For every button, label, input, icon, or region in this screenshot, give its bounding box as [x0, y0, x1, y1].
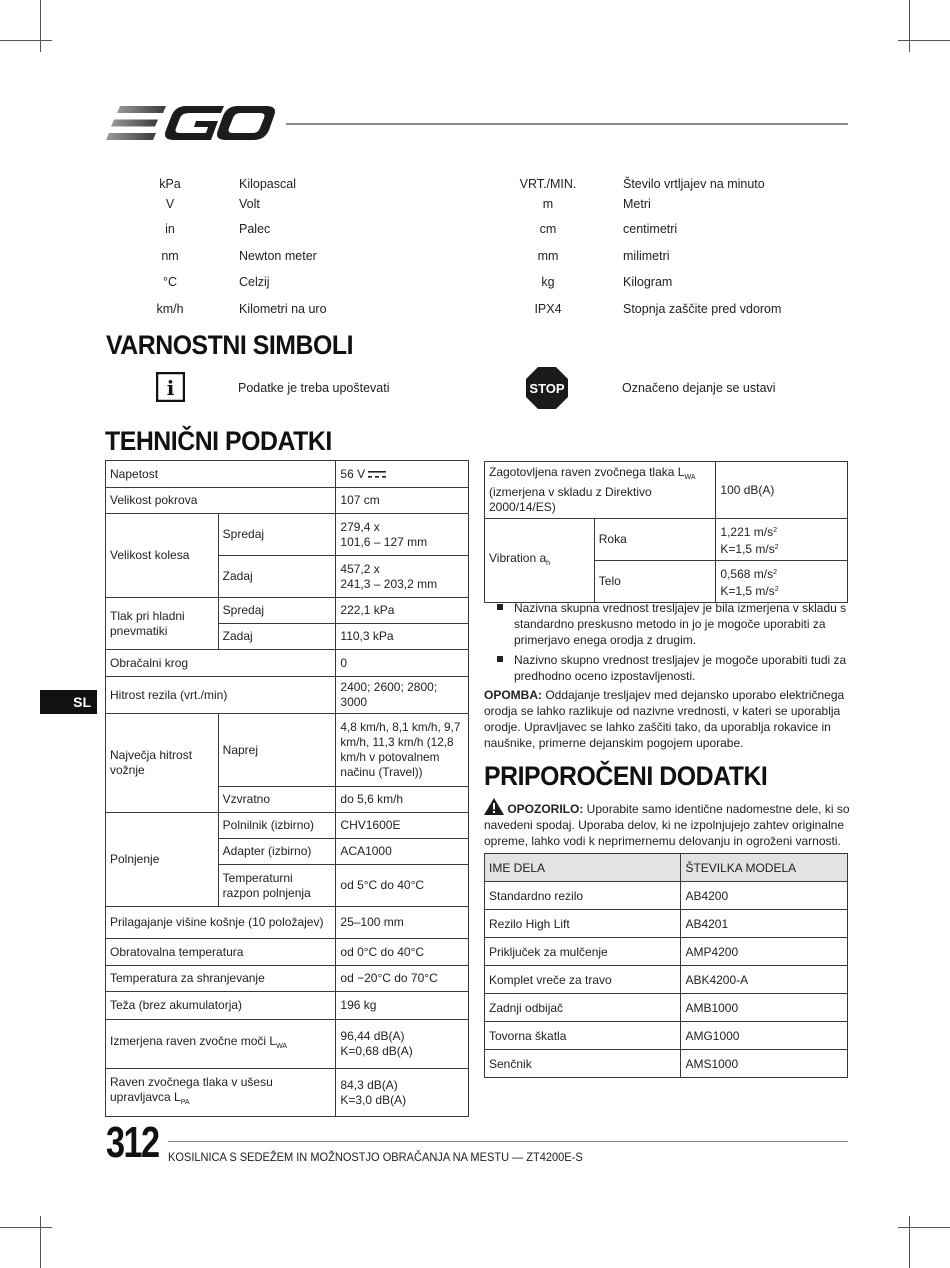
spec-label: Polnjenje	[106, 813, 219, 907]
warning-paragraph	[484, 798, 850, 849]
spec-value: do 5,6 km/h	[336, 787, 469, 813]
page-number: 312	[106, 1118, 159, 1167]
part-name: Priključek za mulčenje	[485, 938, 681, 966]
warning-text: Uporabite samo identične nadomestne dele, ki so navedeni spodaj. Uporaba delov, ki ne izpolnjujejo zahtev originalne opreme, lahko vodi k neprimernemu delovanju in ogroženi varnosti.	[484, 802, 850, 848]
header-rule	[286, 123, 848, 125]
subscript: h	[546, 559, 551, 567]
spec-value: od −20°C do 70°C	[336, 966, 469, 992]
table-row	[485, 966, 848, 994]
note-paragraph	[484, 687, 850, 751]
part-name: Tovorna škatla	[485, 1022, 681, 1050]
sound-pressure-k: K=3,0 dB(A)	[340, 1092, 407, 1107]
crop-mark	[898, 1227, 950, 1228]
spec-label: Temperatura za shranjevanje	[106, 966, 336, 992]
table-row	[106, 966, 469, 992]
spec-value	[716, 561, 848, 603]
spec-label: Obračalni krog	[106, 650, 336, 677]
abbr-code: in	[165, 222, 175, 236]
wheel-front-line2: 101,6 – 127 mm	[340, 534, 428, 549]
list-item: Nazivna skupna vrednost tresljajev je bila izmerjena v skladu s standardno preskusno metodo in jo je mogoče uporabiti za primerjavo enega orodja z drugim.	[497, 600, 852, 648]
spec-value: 4,8 km/h, 8,1 km/h, 9,7 km/h, 11,3 km/h (12,8 km/h v potovalnem načinu (Travel))	[336, 714, 469, 787]
abbr-meaning: Stopnja zaščite pred vdorom	[623, 302, 782, 316]
subscript: WA	[276, 1043, 288, 1050]
table-row	[106, 650, 469, 677]
abbr-meaning: Število vrtljajev na minuto	[623, 177, 765, 191]
part-model: AB4200	[681, 882, 848, 910]
table-row	[485, 910, 848, 938]
spec-sublabel: Temperaturni razpon polnjenja	[218, 865, 336, 907]
spec-sublabel: Spredaj	[218, 598, 336, 624]
abbr-meaning: Volt	[239, 197, 260, 211]
language-tab: SL	[40, 690, 97, 714]
footer-rule	[168, 1141, 848, 1142]
crop-mark	[898, 40, 950, 41]
wheel-rear-line2: 241,3 – 203,2 mm	[340, 576, 438, 591]
spec-value	[336, 514, 469, 556]
voltage-value: 56 V	[340, 466, 366, 481]
spec-value: 107 cm	[336, 488, 469, 514]
spec-value: od 0°C do 40°C	[336, 939, 469, 966]
crop-mark	[909, 0, 910, 52]
part-model: AMB1000	[681, 994, 848, 1022]
table-row	[106, 813, 469, 839]
spec-value	[336, 461, 469, 488]
speed-label-line2: vožnje	[110, 763, 145, 777]
wheel-rear-line1: 457,2 x	[340, 561, 380, 576]
body-vibration-k: K=1,5 m/s	[720, 583, 775, 598]
part-model: AB4201	[681, 910, 848, 938]
table-row	[106, 907, 469, 939]
part-name: Rezilo High Lift	[485, 910, 681, 938]
spec-value: 2400; 2600; 2800; 3000	[336, 677, 469, 714]
spec-label	[106, 598, 219, 650]
table-row	[106, 461, 469, 488]
vibration-label: Vibration a	[489, 550, 547, 565]
dc-current-icon	[368, 470, 386, 479]
spec-label: Teža (brez akumulatorja)	[106, 992, 336, 1020]
spec-value	[716, 519, 848, 561]
abbr-meaning: Kilogram	[623, 275, 673, 289]
spec-value: od 5°C do 40°C	[336, 865, 469, 907]
table-row	[106, 939, 469, 966]
column-header: IME DELA	[485, 854, 681, 882]
table-row	[485, 1022, 848, 1050]
subscript: WA	[684, 474, 696, 481]
abbr-code: nm	[161, 249, 179, 263]
sound-power-label: Izmerjena raven zvočne moči L	[110, 1034, 277, 1048]
spec-sublabel: Roka	[594, 519, 716, 561]
sound-vibration-table	[484, 461, 848, 603]
spec-value: 100 dB(A)	[716, 462, 848, 519]
list-item: Nazivno skupno vrednost tresljajev je mogoče uporabiti tudi za predhodno oceno izpostavljenosti.	[497, 652, 852, 684]
hand-vibration-value: 1,221 m/s	[720, 524, 774, 539]
sound-pressure-label: Raven zvočnega tlaka v ušesu upravljavca L	[110, 1075, 273, 1104]
table-row	[106, 598, 469, 624]
abbr-meaning: Kilometri na uro	[239, 302, 327, 316]
spec-label: Velikost pokrova	[106, 488, 336, 514]
crop-mark	[0, 40, 52, 41]
spec-label: Obratovalna temperatura	[106, 939, 336, 966]
spec-value: ACA1000	[336, 839, 469, 865]
technical-data-table	[105, 460, 469, 1117]
spec-value: 0	[336, 650, 469, 677]
stop-icon	[525, 366, 569, 410]
table-header-row	[485, 854, 848, 882]
abbr-meaning: Metri	[623, 197, 651, 211]
spec-label	[106, 1069, 336, 1117]
table-row	[485, 938, 848, 966]
abbr-meaning: centimetri	[623, 222, 678, 236]
spec-label: Hitrost rezila (vrt./min)	[106, 677, 336, 714]
info-icon-letter: i	[166, 376, 175, 400]
spec-label: Prilagajanje višine košnje (10 položajev)	[106, 907, 336, 939]
spec-value	[336, 556, 469, 598]
info-icon	[156, 372, 185, 402]
spec-label: Napetost	[106, 461, 336, 488]
abbr-code: kg	[541, 275, 555, 289]
spec-label	[106, 714, 219, 813]
spec-sublabel: Vzvratno	[218, 787, 336, 813]
spec-value	[336, 1069, 469, 1117]
superscript: 2	[773, 526, 777, 534]
table-row	[485, 882, 848, 910]
crop-mark	[40, 1216, 41, 1268]
abbr-code: km/h	[156, 302, 184, 316]
table-row	[485, 1050, 848, 1078]
spec-sublabel: Naprej	[218, 714, 336, 787]
spec-label	[485, 519, 595, 603]
part-name: Zadnji odbijač	[485, 994, 681, 1022]
guaranteed-label-line2: (izmerjena v skladu z Direktivo 2000/14/ES)	[489, 485, 652, 514]
spec-sublabel: Spredaj	[218, 514, 336, 556]
sound-power-value: 96,44 dB(A)	[340, 1029, 405, 1043]
tire-label-line2: pnevmatiki	[110, 623, 168, 638]
crop-mark	[40, 0, 41, 52]
abbr-code: m	[542, 197, 554, 211]
superscript: 2	[774, 585, 779, 593]
stop-icon-text: STOP	[529, 381, 565, 396]
spec-sublabel: Zadaj	[218, 556, 336, 598]
superscript: 2	[773, 568, 777, 576]
footer-title: KOSILNICA S SEDEŽEM IN MOŽNOSTJO OBRAČANJA NA MESTU — ZT4200E-S	[168, 1150, 583, 1164]
guaranteed-label-line1: Zagotovljena raven zvočnega tlaka L	[489, 465, 685, 479]
sound-power-k: K=0,68 dB(A)	[340, 1044, 413, 1058]
spec-value: 196 kg	[336, 992, 469, 1020]
stop-symbol-text: Označeno dejanje se ustavi	[622, 381, 776, 395]
part-model: AMS1000	[681, 1050, 848, 1078]
spec-value: 25–100 mm	[336, 907, 469, 939]
abbr-code: mm	[537, 249, 559, 263]
abbr-meaning: Celzij	[239, 275, 270, 289]
spec-value: 222,1 kPa	[336, 598, 469, 624]
note-text: Oddajanje tresljajev med dejansko uporabo električnega orodja se lahko razlikuje od nazivne vrednosti, v kateri se uporablja orodje. Upravljavec se lahko zaščiti tako, da uporablja rokavice in naušnike, primerne dejanskim pogojem uporabe.	[484, 688, 845, 750]
body-vibration-value: 0,568 m/s	[720, 566, 774, 581]
crop-mark	[909, 1216, 910, 1268]
abbr-code: VRT./MIN.	[519, 177, 577, 191]
table-row	[106, 1069, 469, 1117]
tire-label-line1: Tlak pri hladni	[110, 608, 185, 623]
technical-data-heading: TEHNIČNI PODATKI	[105, 426, 332, 456]
spec-sublabel: Polnilnik (izbirno)	[218, 813, 336, 839]
spec-sublabel: Adapter (izbirno)	[218, 839, 336, 865]
spec-label: Velikost kolesa	[106, 514, 219, 598]
part-model: ABK4200-A	[681, 966, 848, 994]
abbr-meaning: Kilopascal	[239, 177, 296, 191]
part-name: Komplet vreče za travo	[485, 966, 681, 994]
abbr-meaning: milimetri	[623, 249, 670, 263]
abbr-code: IPX4	[534, 302, 562, 316]
abbr-code: cm	[539, 222, 557, 236]
warning-icon	[484, 798, 504, 815]
table-row	[106, 1020, 469, 1069]
abbr-meaning: Palec	[239, 222, 271, 236]
hand-vibration-k: K=1,5 m/s	[720, 541, 775, 556]
part-model: AMG1000	[681, 1022, 848, 1050]
column-header: ŠTEVILKA MODELA	[681, 854, 848, 882]
table-row	[106, 677, 469, 714]
crop-mark	[0, 1227, 52, 1228]
safety-symbols-heading: VARNOSTNI SIMBOLI	[106, 330, 354, 360]
part-model: AMP4200	[681, 938, 848, 966]
subscript: PA	[180, 1099, 190, 1106]
info-symbol-text: Podatke je treba upoštevati	[238, 381, 390, 395]
abbr-meaning: Newton meter	[239, 249, 317, 263]
table-row	[106, 992, 469, 1020]
table-row	[485, 519, 848, 561]
abbr-code: kPa	[159, 177, 181, 191]
abbr-code: V	[165, 197, 175, 211]
ego-logo	[106, 104, 276, 142]
spec-label	[485, 462, 716, 519]
accessories-table	[484, 853, 848, 1078]
table-row	[106, 488, 469, 514]
table-row	[485, 994, 848, 1022]
vibration-notes-list	[497, 600, 852, 688]
part-name: Senčnik	[485, 1050, 681, 1078]
spec-value: CHV1600E	[336, 813, 469, 839]
table-row	[485, 462, 848, 519]
part-name: Standardno rezilo	[485, 882, 681, 910]
superscript: 2	[774, 543, 779, 551]
table-row	[106, 714, 469, 787]
abbr-code: °C	[162, 275, 178, 289]
speed-label-line1: Največja hitrost	[110, 748, 193, 762]
warning-label: OPOZORILO:	[507, 802, 584, 816]
spec-sublabel: Telo	[594, 561, 716, 603]
accessories-heading: PRIPOROČENI DODATKI	[484, 761, 768, 791]
spec-value: 110,3 kPa	[336, 624, 469, 650]
sound-pressure-value: 84,3 dB(A)	[340, 1077, 398, 1092]
spec-sublabel: Zadaj	[218, 624, 336, 650]
note-label: OPOMBA:	[484, 688, 542, 702]
spec-label	[106, 1020, 336, 1069]
table-row	[106, 514, 469, 556]
spec-value	[336, 1020, 469, 1069]
wheel-front-line1: 279,4 x	[340, 519, 380, 534]
